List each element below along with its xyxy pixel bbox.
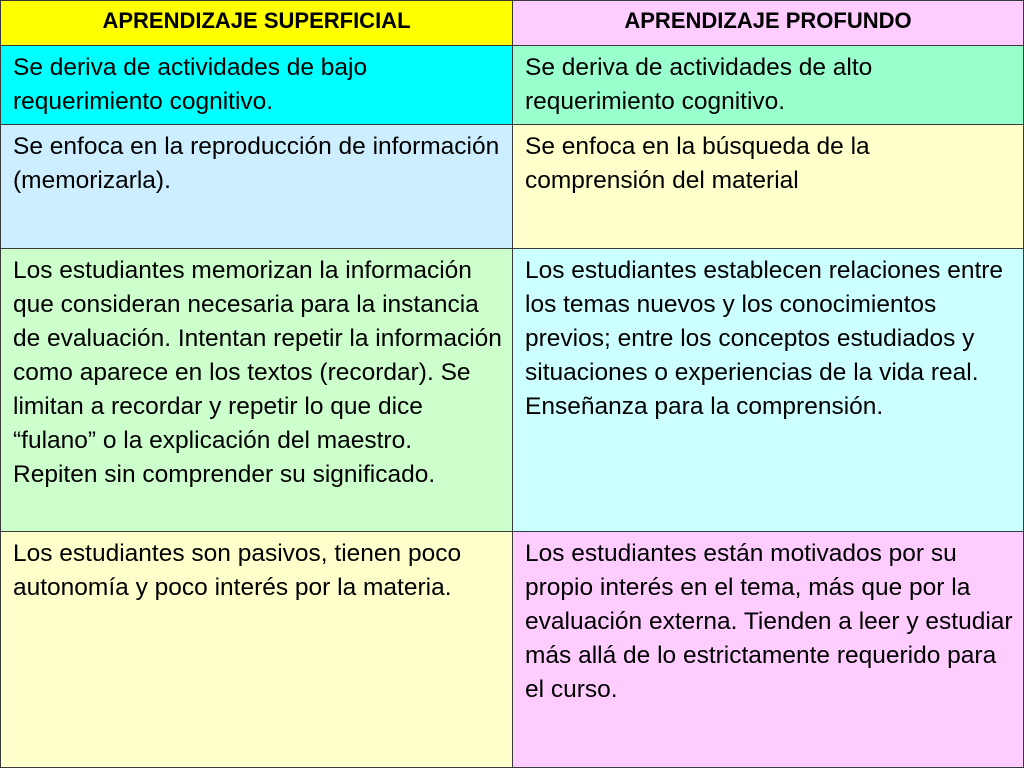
row-1-superficial: Se deriva de actividades de bajo requerimiento cognitivo. — [0, 45, 513, 125]
row-4-profundo: Los estudiantes están motivados por su propio interés en el tema, más que por la evaluación externa. Tienden a leer y estudiar más allá de lo estrictamente requerido para el curso. — [512, 531, 1024, 768]
row-1-profundo: Se deriva de actividades de alto requerimiento cognitivo. — [512, 45, 1024, 125]
header-superficial: APRENDIZAJE SUPERFICIAL — [0, 0, 513, 46]
row-3-superficial: Los estudiantes memorizan la información que consideran necesaria para la instancia de evaluación. Intentan repetir la información como aparece en los textos (recordar). Se limitan a recordar y repetir lo que dice “fulano” o la explicación del maestro. Repiten sin comprender su significado. — [0, 248, 513, 532]
row-2-superficial: Se enfoca en la reproducción de información (memorizarla). — [0, 124, 513, 249]
row-4-superficial: Los estudiantes son pasivos, tienen poco autonomía y poco interés por la materia. — [0, 531, 513, 768]
header-profundo: APRENDIZAJE PROFUNDO — [512, 0, 1024, 46]
row-2-profundo: Se enfoca en la búsqueda de la comprensión del material — [512, 124, 1024, 249]
row-3-profundo: Los estudiantes establecen relaciones entre los temas nuevos y los conocimientos previos; entre los conceptos estudiados y situaciones o experiencias de la vida real. Enseñanza para la comprensión. — [512, 248, 1024, 532]
